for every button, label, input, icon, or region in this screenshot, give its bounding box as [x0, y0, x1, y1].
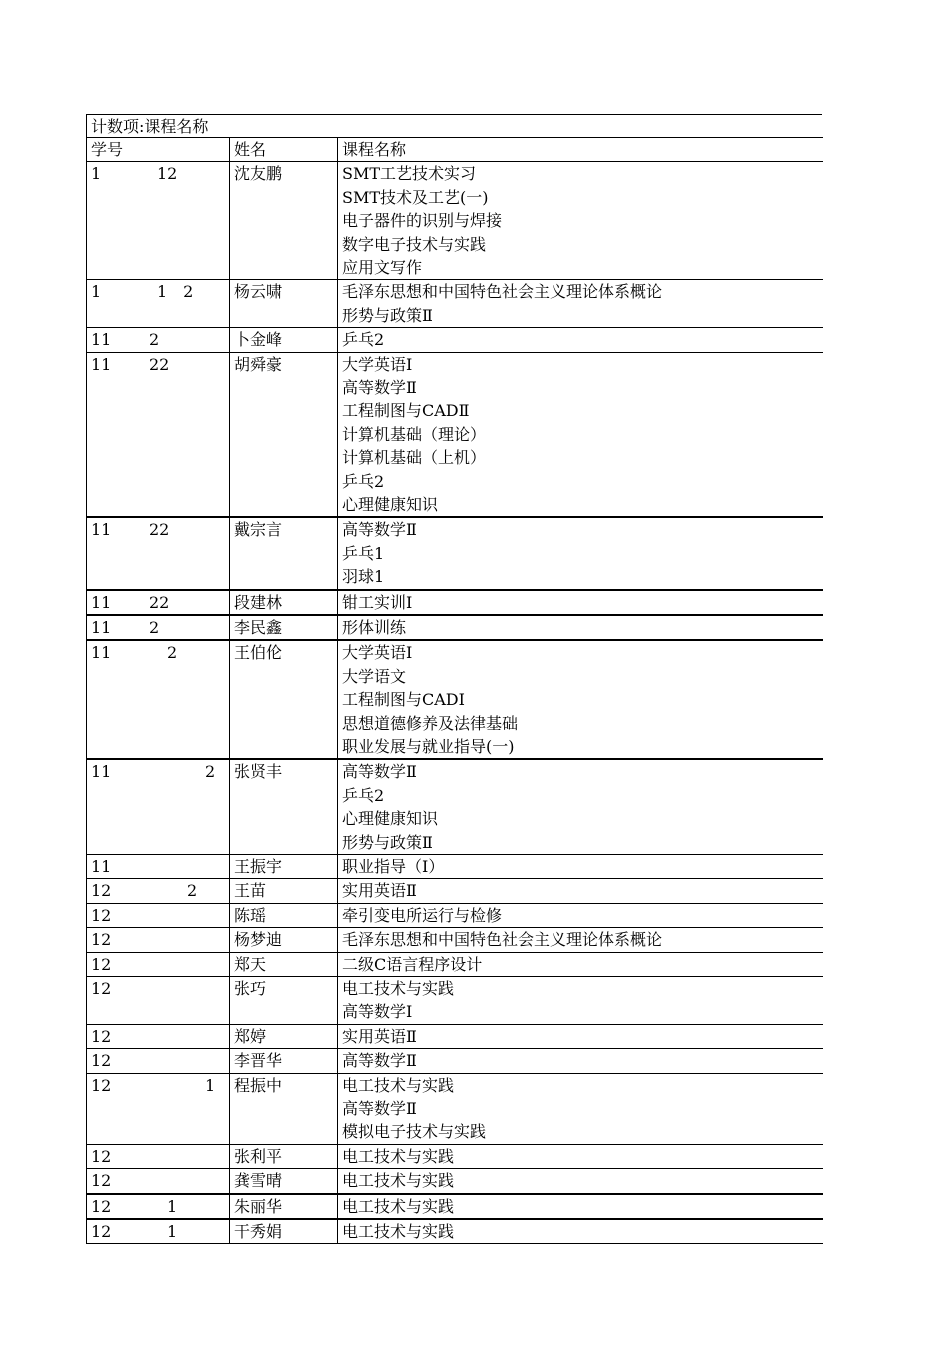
student-id-cell: [87, 903, 230, 927]
course-name: 羽球1: [342, 567, 385, 587]
student-id-part-b: 1: [167, 1222, 178, 1242]
header-student-id: 学号: [87, 138, 230, 162]
student-id-cell: [87, 1219, 230, 1244]
student-name-cell: 张利平: [230, 1144, 338, 1168]
course-name: 乒乓2: [342, 330, 385, 350]
course-list-cell: [338, 328, 823, 352]
student-name-cell: 干秀娟: [230, 1219, 338, 1244]
course-name: 乒乓2: [342, 471, 385, 491]
student-id-part-a: 12: [91, 1196, 112, 1216]
student-id-part-a: 12: [91, 881, 112, 901]
student-id-part-b: 2: [149, 618, 160, 637]
student-id-part-a: 11: [91, 618, 112, 637]
table-row: [87, 855, 823, 879]
student-name-cell: 张贤丰: [230, 759, 338, 854]
course-name: 高等数学Ⅰ: [342, 1002, 413, 1022]
course-name: 高等数学Ⅱ: [342, 762, 417, 782]
student-id-part-a: 12: [91, 1146, 112, 1166]
student-id-cell: [87, 1049, 230, 1073]
student-id-part-a: 11: [91, 643, 112, 663]
course-list-cell: [338, 928, 823, 952]
course-name: 乒乓1: [342, 543, 385, 563]
student-id-part-a: 11: [91, 857, 112, 876]
student-id-cell: [87, 855, 230, 879]
student-id-cell: [87, 615, 230, 640]
student-name-cell: 卜金峰: [230, 328, 338, 352]
course-name: 工程制图与CADⅡ: [342, 401, 470, 421]
student-id-part-b: 1: [167, 1196, 178, 1216]
course-name: 数字电子技术与实践: [342, 234, 487, 254]
table-row: [87, 879, 823, 903]
student-id-part-a: 12: [91, 1222, 112, 1242]
table-row: [87, 1049, 823, 1073]
student-id-part-b: 22: [149, 592, 170, 612]
student-name-cell: 沈友鹏: [230, 162, 338, 280]
course-name: 钳工实训Ⅰ: [342, 592, 413, 612]
student-id-part-b: 12: [157, 164, 178, 184]
student-id-part-b: 2: [205, 762, 216, 782]
course-list-cell: [338, 1194, 823, 1219]
course-name: 高等数学Ⅱ: [342, 1099, 417, 1119]
student-id-part-a: 12: [91, 1051, 112, 1071]
student-id-part-a: 12: [91, 905, 112, 925]
course-name: 高等数学Ⅱ: [342, 1051, 417, 1071]
student-id-part-b: 2: [167, 643, 178, 663]
student-id-part-a: 12: [91, 1026, 112, 1046]
course-list-cell: [338, 1049, 823, 1073]
table-row: [87, 952, 823, 976]
course-list-cell: [338, 1169, 823, 1194]
student-id-part-a: 12: [91, 1171, 112, 1191]
table-body: [87, 162, 823, 1244]
course-name: 电工技术与实践: [342, 1196, 455, 1216]
course-list-cell: [338, 590, 823, 615]
course-list-cell: [338, 280, 823, 328]
student-id-part-b: 2: [187, 881, 198, 901]
student-name-cell: 杨梦迪: [230, 928, 338, 952]
student-name-cell: 郑婷: [230, 1024, 338, 1048]
student-name-cell: 张巧: [230, 977, 338, 1025]
course-list-cell: [338, 1024, 823, 1048]
course-name: 思想道德修养及法律基础: [342, 713, 519, 733]
course-name: 职业发展与就业指导(一): [342, 736, 515, 756]
student-name-cell: 程振中: [230, 1073, 338, 1144]
student-id-part-b: 1: [205, 1075, 216, 1095]
student-id-cell: [87, 590, 230, 615]
table-row: [87, 352, 823, 517]
course-name: 乒乓2: [342, 785, 385, 805]
student-id-cell: [87, 328, 230, 352]
course-name: 电工技术与实践: [342, 979, 455, 999]
header-name: 姓名: [230, 138, 338, 162]
table-row: [87, 517, 823, 589]
table-row: [87, 328, 823, 352]
course-list-cell: [338, 879, 823, 903]
student-id-cell: [87, 1073, 230, 1144]
table-row: [87, 1194, 823, 1219]
course-list-cell: [338, 1073, 823, 1144]
course-name: 计算机基础（上机）: [342, 448, 487, 468]
course-list-cell: [338, 855, 823, 879]
course-name: 毛泽东思想和中国特色社会主义理论体系概论: [342, 282, 663, 302]
table-row: [87, 640, 823, 759]
course-name: 高等数学Ⅱ: [342, 520, 417, 540]
course-name: 实用英语Ⅱ: [342, 1026, 417, 1046]
student-name-cell: 王伯伦: [230, 640, 338, 759]
course-name: 大学英语Ⅰ: [342, 354, 413, 374]
course-name: 应用文写作: [342, 257, 423, 277]
student-id-cell: [87, 928, 230, 952]
header-row: [87, 138, 823, 162]
student-id-part-a: 11: [91, 520, 112, 540]
course-name: 形势与政策Ⅱ: [342, 832, 433, 852]
student-id-cell: [87, 640, 230, 759]
course-list-cell: [338, 759, 823, 854]
student-id-part-a: 1: [91, 164, 102, 184]
student-id-cell: [87, 352, 230, 517]
student-id-cell: [87, 879, 230, 903]
student-name-cell: 杨云啸: [230, 280, 338, 328]
course-name: 电工技术与实践: [342, 1222, 455, 1242]
student-name-cell: 郑天: [230, 952, 338, 976]
course-list-cell: [338, 352, 823, 517]
spreadsheet: [86, 114, 822, 1244]
course-name: 二级C语言程序设计: [342, 954, 483, 974]
student-id-cell: [87, 1169, 230, 1194]
course-name: SMT技术及工艺(一): [342, 187, 489, 207]
student-id-part-b: 22: [149, 520, 170, 540]
student-id-part-a: 12: [91, 930, 112, 950]
student-name-cell: 陈瑶: [230, 903, 338, 927]
student-id-part-a: 11: [91, 330, 112, 350]
course-name: 计算机基础（理论）: [342, 424, 487, 444]
course-name: 电工技术与实践: [342, 1146, 455, 1166]
course-name: 牵引变电所运行与检修: [342, 905, 503, 925]
course-name: 实用英语Ⅱ: [342, 881, 417, 901]
student-id-part-b: 1 2: [157, 282, 194, 302]
table-row: [87, 928, 823, 952]
table-row: [87, 1169, 823, 1194]
student-id-cell: [87, 162, 230, 280]
student-name-cell: 王苗: [230, 879, 338, 903]
student-id-part-a: 1: [91, 282, 102, 302]
table-row: [87, 977, 823, 1025]
student-name-cell: 朱丽华: [230, 1194, 338, 1219]
student-name-cell: 李晋华: [230, 1049, 338, 1073]
course-name: 工程制图与CADⅠ: [342, 690, 465, 710]
student-id-part-a: 12: [91, 1075, 112, 1095]
student-id-cell: [87, 280, 230, 328]
course-name: 电子器件的识别与焊接: [342, 211, 503, 231]
table-row: [87, 590, 823, 615]
pivot-title: 计数项:课程名称: [86, 114, 822, 137]
table-row: [87, 1144, 823, 1168]
course-list-cell: [338, 952, 823, 976]
table-row: [87, 903, 823, 927]
table-row: [87, 162, 823, 280]
course-name: 形势与政策Ⅱ: [342, 305, 433, 325]
table-row: [87, 1024, 823, 1048]
student-id-cell: [87, 759, 230, 854]
student-name-cell: 王振宇: [230, 855, 338, 879]
table-row: [87, 1073, 823, 1144]
course-list-cell: [338, 977, 823, 1025]
course-name: 心理健康知识: [342, 494, 439, 514]
course-name: SMT工艺技术实习: [342, 164, 477, 184]
course-list-cell: [338, 162, 823, 280]
course-list-cell: [338, 1219, 823, 1244]
student-name-cell: 段建林: [230, 590, 338, 615]
student-id-part-a: 11: [91, 592, 112, 612]
student-id-part-b: 22: [149, 354, 170, 374]
student-name-cell: 李民鑫: [230, 615, 338, 640]
course-name: 心理健康知识: [342, 809, 439, 829]
student-id-part-a: 11: [91, 354, 112, 374]
student-id-cell: [87, 1024, 230, 1048]
student-id-part-b: 2: [149, 330, 160, 350]
pivot-table: [86, 137, 823, 1244]
student-name-cell: 胡舜豪: [230, 352, 338, 517]
course-list-cell: [338, 1144, 823, 1168]
table-row: [87, 759, 823, 854]
course-name: 模拟电子技术与实践: [342, 1122, 487, 1142]
header-course-name: 课程名称: [338, 138, 823, 162]
course-name: 大学语文: [342, 666, 407, 686]
table-row: [87, 615, 823, 640]
student-id-part-a: 12: [91, 954, 112, 974]
table-row: [87, 280, 823, 328]
course-name: 形体训练: [342, 618, 407, 637]
course-name: 高等数学Ⅱ: [342, 378, 417, 397]
student-id-cell: [87, 1144, 230, 1168]
course-list-cell: [338, 615, 823, 640]
student-id-cell: [87, 1194, 230, 1219]
student-id-cell: [87, 952, 230, 976]
course-name: 职业指导（Ⅰ）: [342, 857, 445, 876]
student-name-cell: 戴宗言: [230, 517, 338, 589]
student-id-part-a: 11: [91, 762, 112, 782]
course-name: 电工技术与实践: [342, 1075, 455, 1095]
course-name: 大学英语Ⅰ: [342, 643, 413, 663]
course-list-cell: [338, 903, 823, 927]
course-list-cell: [338, 517, 823, 589]
student-id-part-a: 12: [91, 979, 112, 999]
student-id-cell: [87, 977, 230, 1025]
course-name: 毛泽东思想和中国特色社会主义理论体系概论: [342, 930, 663, 950]
table-row: [87, 1219, 823, 1244]
student-name-cell: 龚雪晴: [230, 1169, 338, 1194]
course-list-cell: [338, 640, 823, 759]
course-name: 电工技术与实践: [342, 1171, 455, 1191]
student-id-cell: [87, 517, 230, 589]
